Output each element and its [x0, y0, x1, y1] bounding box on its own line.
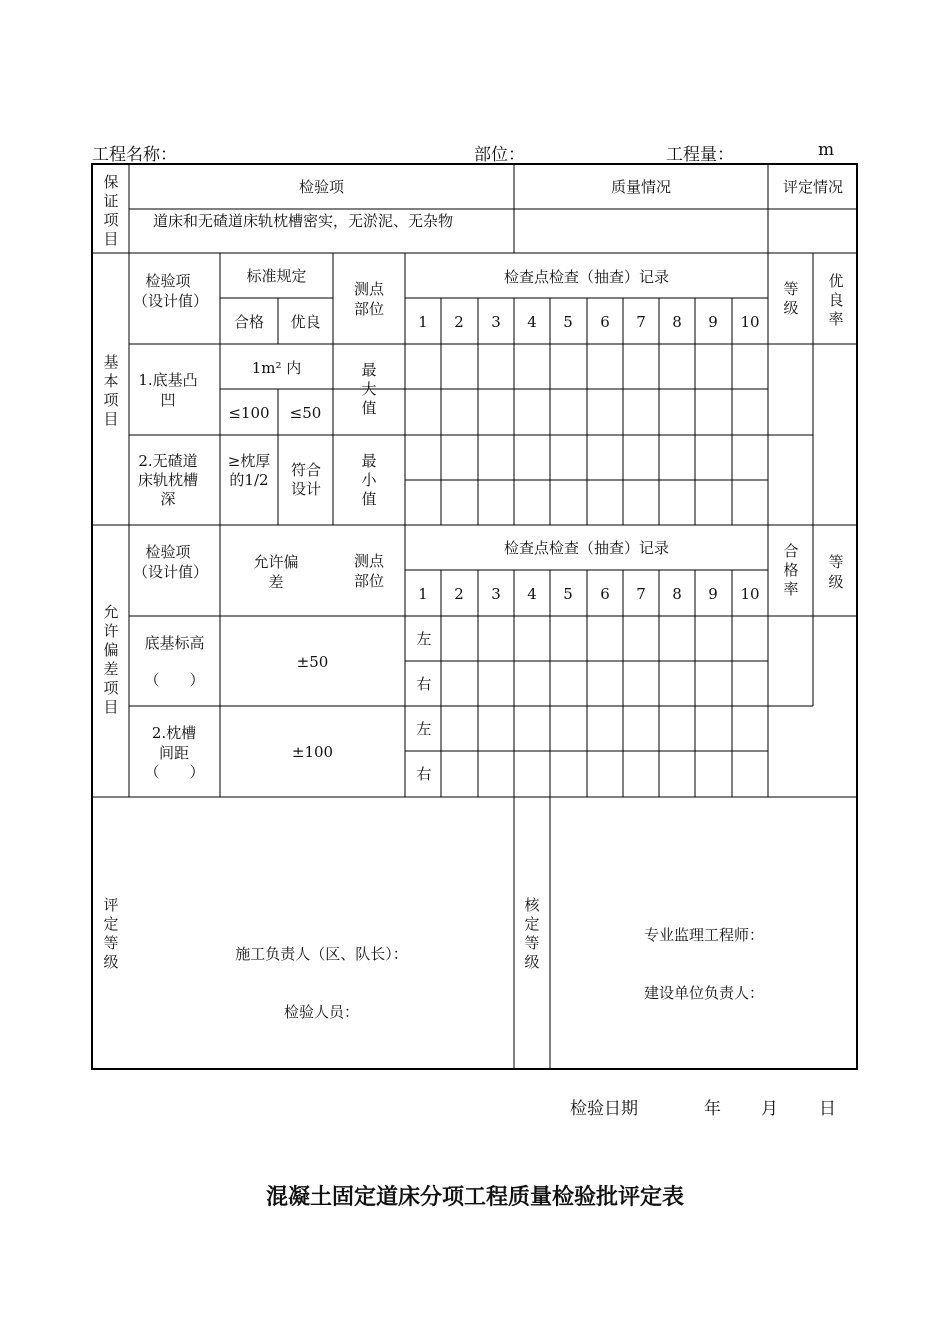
guarantee-col-item: 检验项: [298, 178, 344, 196]
supervisor-label: 专业监理工程师：: [643, 926, 764, 944]
verify-section-label: 核定等级: [524, 896, 540, 971]
basic-row2-point: 最小值: [361, 452, 377, 508]
date-label: 检验日期: [570, 1099, 638, 1119]
project-name-label: 工程名称：: [92, 145, 177, 165]
tolerance-col-item: 检验项（设计值）: [133, 543, 209, 581]
location-label: 部位：: [474, 145, 525, 165]
tolerance-record-number: 5: [563, 585, 573, 603]
basic-record-number: 8: [672, 313, 682, 331]
basic-record-number: 1: [418, 313, 428, 331]
basic-section-label: 基本项目: [103, 353, 119, 428]
tolerance-record-number: 1: [418, 585, 428, 603]
basic-col-pass: 合格: [233, 313, 264, 331]
tolerance-row2-left: 左: [416, 720, 432, 738]
tolerance-col-record: 检查点检查（抽查）记录: [503, 539, 669, 557]
basic-col-rate: 优良率: [828, 272, 844, 328]
date-day: 日: [819, 1099, 836, 1119]
basic-col-point: 测点部位: [353, 280, 384, 318]
guarantee-item-text: 道床和无碴道床轨枕槽密实，无淤泥、无杂物: [152, 212, 453, 230]
basic-record-number: 4: [527, 313, 537, 331]
basic-row1-std: 1m² 内: [251, 359, 302, 377]
basic-row2-good: 符合设计: [290, 461, 321, 498]
tolerance-row1-item: 底基标高: [144, 634, 205, 652]
basic-record-number: 3: [491, 313, 501, 331]
date-year: 年: [704, 1099, 721, 1119]
tolerance-row2-tol: ±100: [291, 743, 334, 761]
basic-record-number: 7: [636, 313, 646, 331]
basic-col-grade: 等级: [783, 280, 799, 317]
construction-leader-label: 施工负责人（区、队长）：: [235, 945, 408, 963]
basic-row1-good: ≤50: [289, 404, 322, 422]
tolerance-section-label: 允许偏差项目: [103, 603, 119, 716]
tolerance-col-rate: 合格率: [783, 542, 799, 598]
basic-col-item: 检验项（设计值）: [133, 272, 209, 310]
tolerance-record-number: 9: [708, 585, 718, 603]
quantity-label: 工程量：: [666, 145, 734, 165]
basic-record-number: 10: [740, 313, 760, 331]
basic-record-number: 6: [600, 313, 610, 331]
basic-record-number: 2: [454, 313, 464, 331]
basic-col-record: 检查点检查（抽查）记录: [503, 268, 669, 286]
evaluation-section-label: 评定等级: [103, 896, 119, 971]
inspector-label: 检验人员：: [283, 1003, 359, 1021]
basic-row2-pass: ≥枕厚的1/2: [227, 452, 271, 489]
tolerance-row2-right: 右: [416, 765, 432, 783]
tolerance-record-number: 3: [491, 585, 501, 603]
tolerance-row2-item: 2.枕槽间距: [151, 724, 197, 762]
tolerance-record-number: 4: [527, 585, 537, 603]
tolerance-record-number: 7: [636, 585, 646, 603]
tolerance-row2-paren: （ ）: [144, 763, 205, 781]
basic-row1-pass: ≤100: [228, 404, 270, 422]
tolerance-row1-tol: ±50: [296, 653, 329, 671]
basic-record-number: 9: [708, 313, 718, 331]
tolerance-col-tol: 允许偏差: [253, 553, 299, 591]
guarantee-col-rating: 评定情况: [782, 178, 843, 196]
tolerance-record-number: 10: [740, 585, 760, 603]
owner-rep-label: 建设单位负责人：: [643, 984, 764, 1002]
tolerance-col-point: 测点部位: [353, 552, 384, 590]
date-month: 月: [761, 1099, 778, 1119]
tolerance-col-grade: 等级: [828, 553, 844, 591]
tolerance-row1-left: 左: [416, 630, 432, 648]
guarantee-section-label: 保证项目: [103, 173, 119, 248]
basic-col-good: 优良: [290, 313, 321, 331]
tolerance-row1-paren: （ ）: [144, 671, 205, 689]
tolerance-record-number: 8: [672, 585, 682, 603]
basic-col-standard: 标准规定: [246, 267, 307, 285]
tolerance-record-number: 2: [454, 585, 464, 603]
basic-record-number: 5: [563, 313, 573, 331]
tolerance-record-number: 6: [600, 585, 610, 603]
basic-row1-item: 1.底基凸凹: [138, 371, 198, 409]
basic-row2-item: 2.无碴道床轨枕槽深: [137, 452, 198, 508]
quantity-unit: m: [818, 140, 835, 160]
guarantee-col-quality: 质量情况: [610, 178, 671, 196]
form-title: 混凝土固定道床分项工程质量检验批评定表: [265, 1185, 684, 1210]
tolerance-row1-right: 右: [416, 675, 432, 693]
basic-row1-point: 最大值: [361, 361, 377, 417]
inspection-table: [91, 163, 858, 1070]
